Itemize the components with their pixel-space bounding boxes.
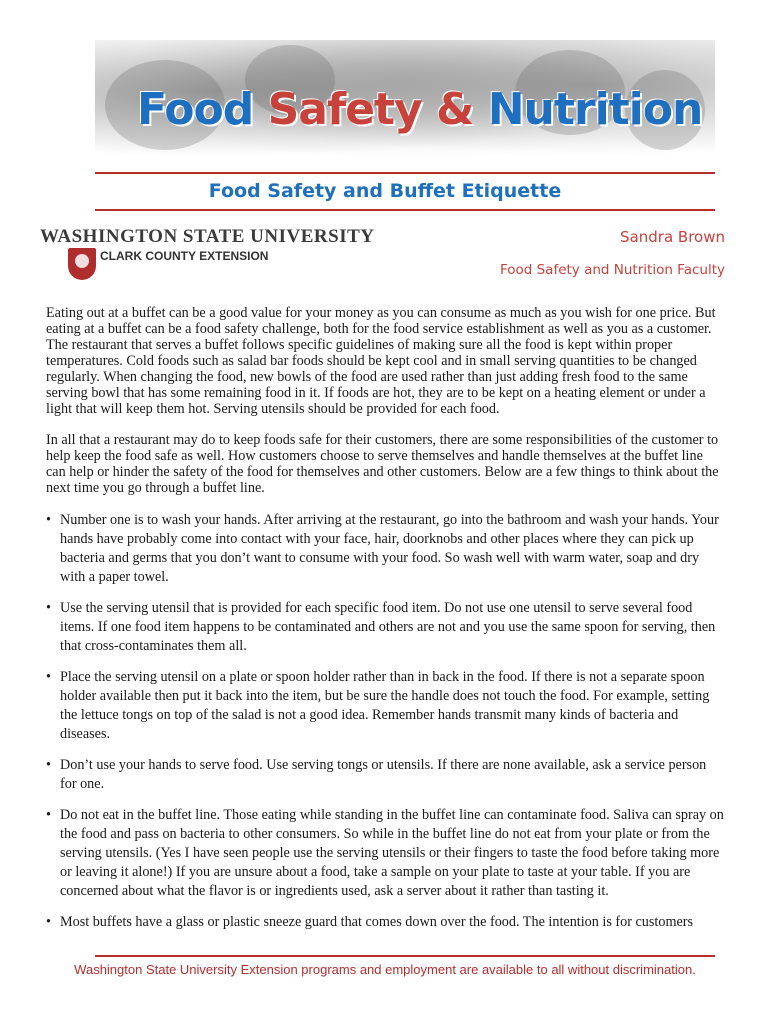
author-title: Food Safety and Nutrition Faculty	[499, 262, 725, 278]
header-banner-photo	[95, 40, 715, 168]
tips-list	[46, 511, 726, 932]
responsibility-paragraph: In all that a restaurant may do to keep foods safe for their customers, there are some responsibilities of the customer to help keep the food safe as well. How customers choose to serve themselves and handle themselves at the buffet line can help or hinder the safety of the food for themselves and other customers. Below are a few things to think about the next time you go through a buffet line.	[46, 432, 719, 496]
footer-divider	[95, 955, 715, 957]
banner-title-ampersand: &	[435, 84, 474, 135]
list-item: • Place the serving utensil on a plate or spoon holder rather than in back in the food. If there is not a separate spoon holder available then put it back into the item, but be sure the handle does not touch the food. For example, setting the lettuce tongs on top of the salad is not a good idea. Remember hands transmit many kinds of bacteria and diseases.	[46, 668, 726, 744]
banner-title	[137, 84, 702, 135]
intro-paragraph: Eating out at a buffet can be a good value for your money as you can consume as much as you wish for one price. But eating at a buffet can be a food safety challenge, both for the food service establishment as well as you as a customer. The restaurant that serves a buffet follows specific guidelines of making sure all the food is kept within proper temperatures. Cold foods such as salad bar foods should be kept cool and in small serving quantities to be changed regularly. When changing the food, new bowls of the food are used rather than just adding fresh food to the same serving bowl that has some remaining food in it. If foods are hot, they are to be kept on a heating element or under a light that will keep them hot. Serving utensils should be provided for each food.	[46, 305, 716, 417]
subtitle-divider	[95, 209, 715, 211]
extension-name: CLARK COUNTY EXTENSION	[100, 249, 269, 263]
banner-title-word-safety: Safety	[267, 84, 422, 135]
wsu-cougar-logo-icon	[68, 248, 96, 280]
banner-title-word-nutrition: Nutrition	[487, 84, 703, 135]
author-name: Sandra Brown	[620, 228, 725, 246]
document-title: Food Safety and Buffet Etiquette	[208, 180, 562, 202]
list-item: • Do not eat in the buffet line. Those eating while standing in the buffet line can contaminate food. Saliva can spray on the food and pass on bacteria to other consumers. So while in the buffet line do not eat from your plate or from the serving utensils. (Yes I have seen people use the serving utensils or their fingers to taste the food before taking more or leaving it alone!) If you are unsure about a food, take a sample on your plate to taste at your table. If you are concerned about what the flavor is or ingredients used, ask a server about it rather than tasting it.	[46, 806, 726, 901]
header-divider	[95, 172, 715, 174]
footer-disclaimer: Washington State University Extension programs and employment are available to all without discrimination.	[74, 962, 696, 977]
list-item: • Use the serving utensil that is provided for each specific food item. Do not use one utensil to serve several food items. If one food item happens to be contaminated and others are not and you use the same spoon for serving, then that cross-contaminates them all.	[46, 599, 726, 656]
list-item: • Number one is to wash your hands. After arriving at the restaurant, go into the bathroom and wash your hands. Your hands have probably come into contact with your face, hair, doorknobs and other places where they can pick up bacteria and germs that you don’t want to consume with your food. So wash well with warm water, soap and dry with a paper towel.	[46, 511, 726, 587]
list-item: • Most buffets have a glass or plastic sneeze guard that comes down over the food. The intention is for customers	[46, 913, 726, 932]
banner-title-word-food: Food	[137, 84, 254, 135]
university-wordmark: WASHINGTON STATE UNIVERSITY	[40, 226, 375, 247]
article-body	[46, 305, 726, 944]
list-item: • Don’t use your hands to serve food. Use serving tongs or utensils. If there are none available, ask a service person for one.	[46, 756, 726, 794]
